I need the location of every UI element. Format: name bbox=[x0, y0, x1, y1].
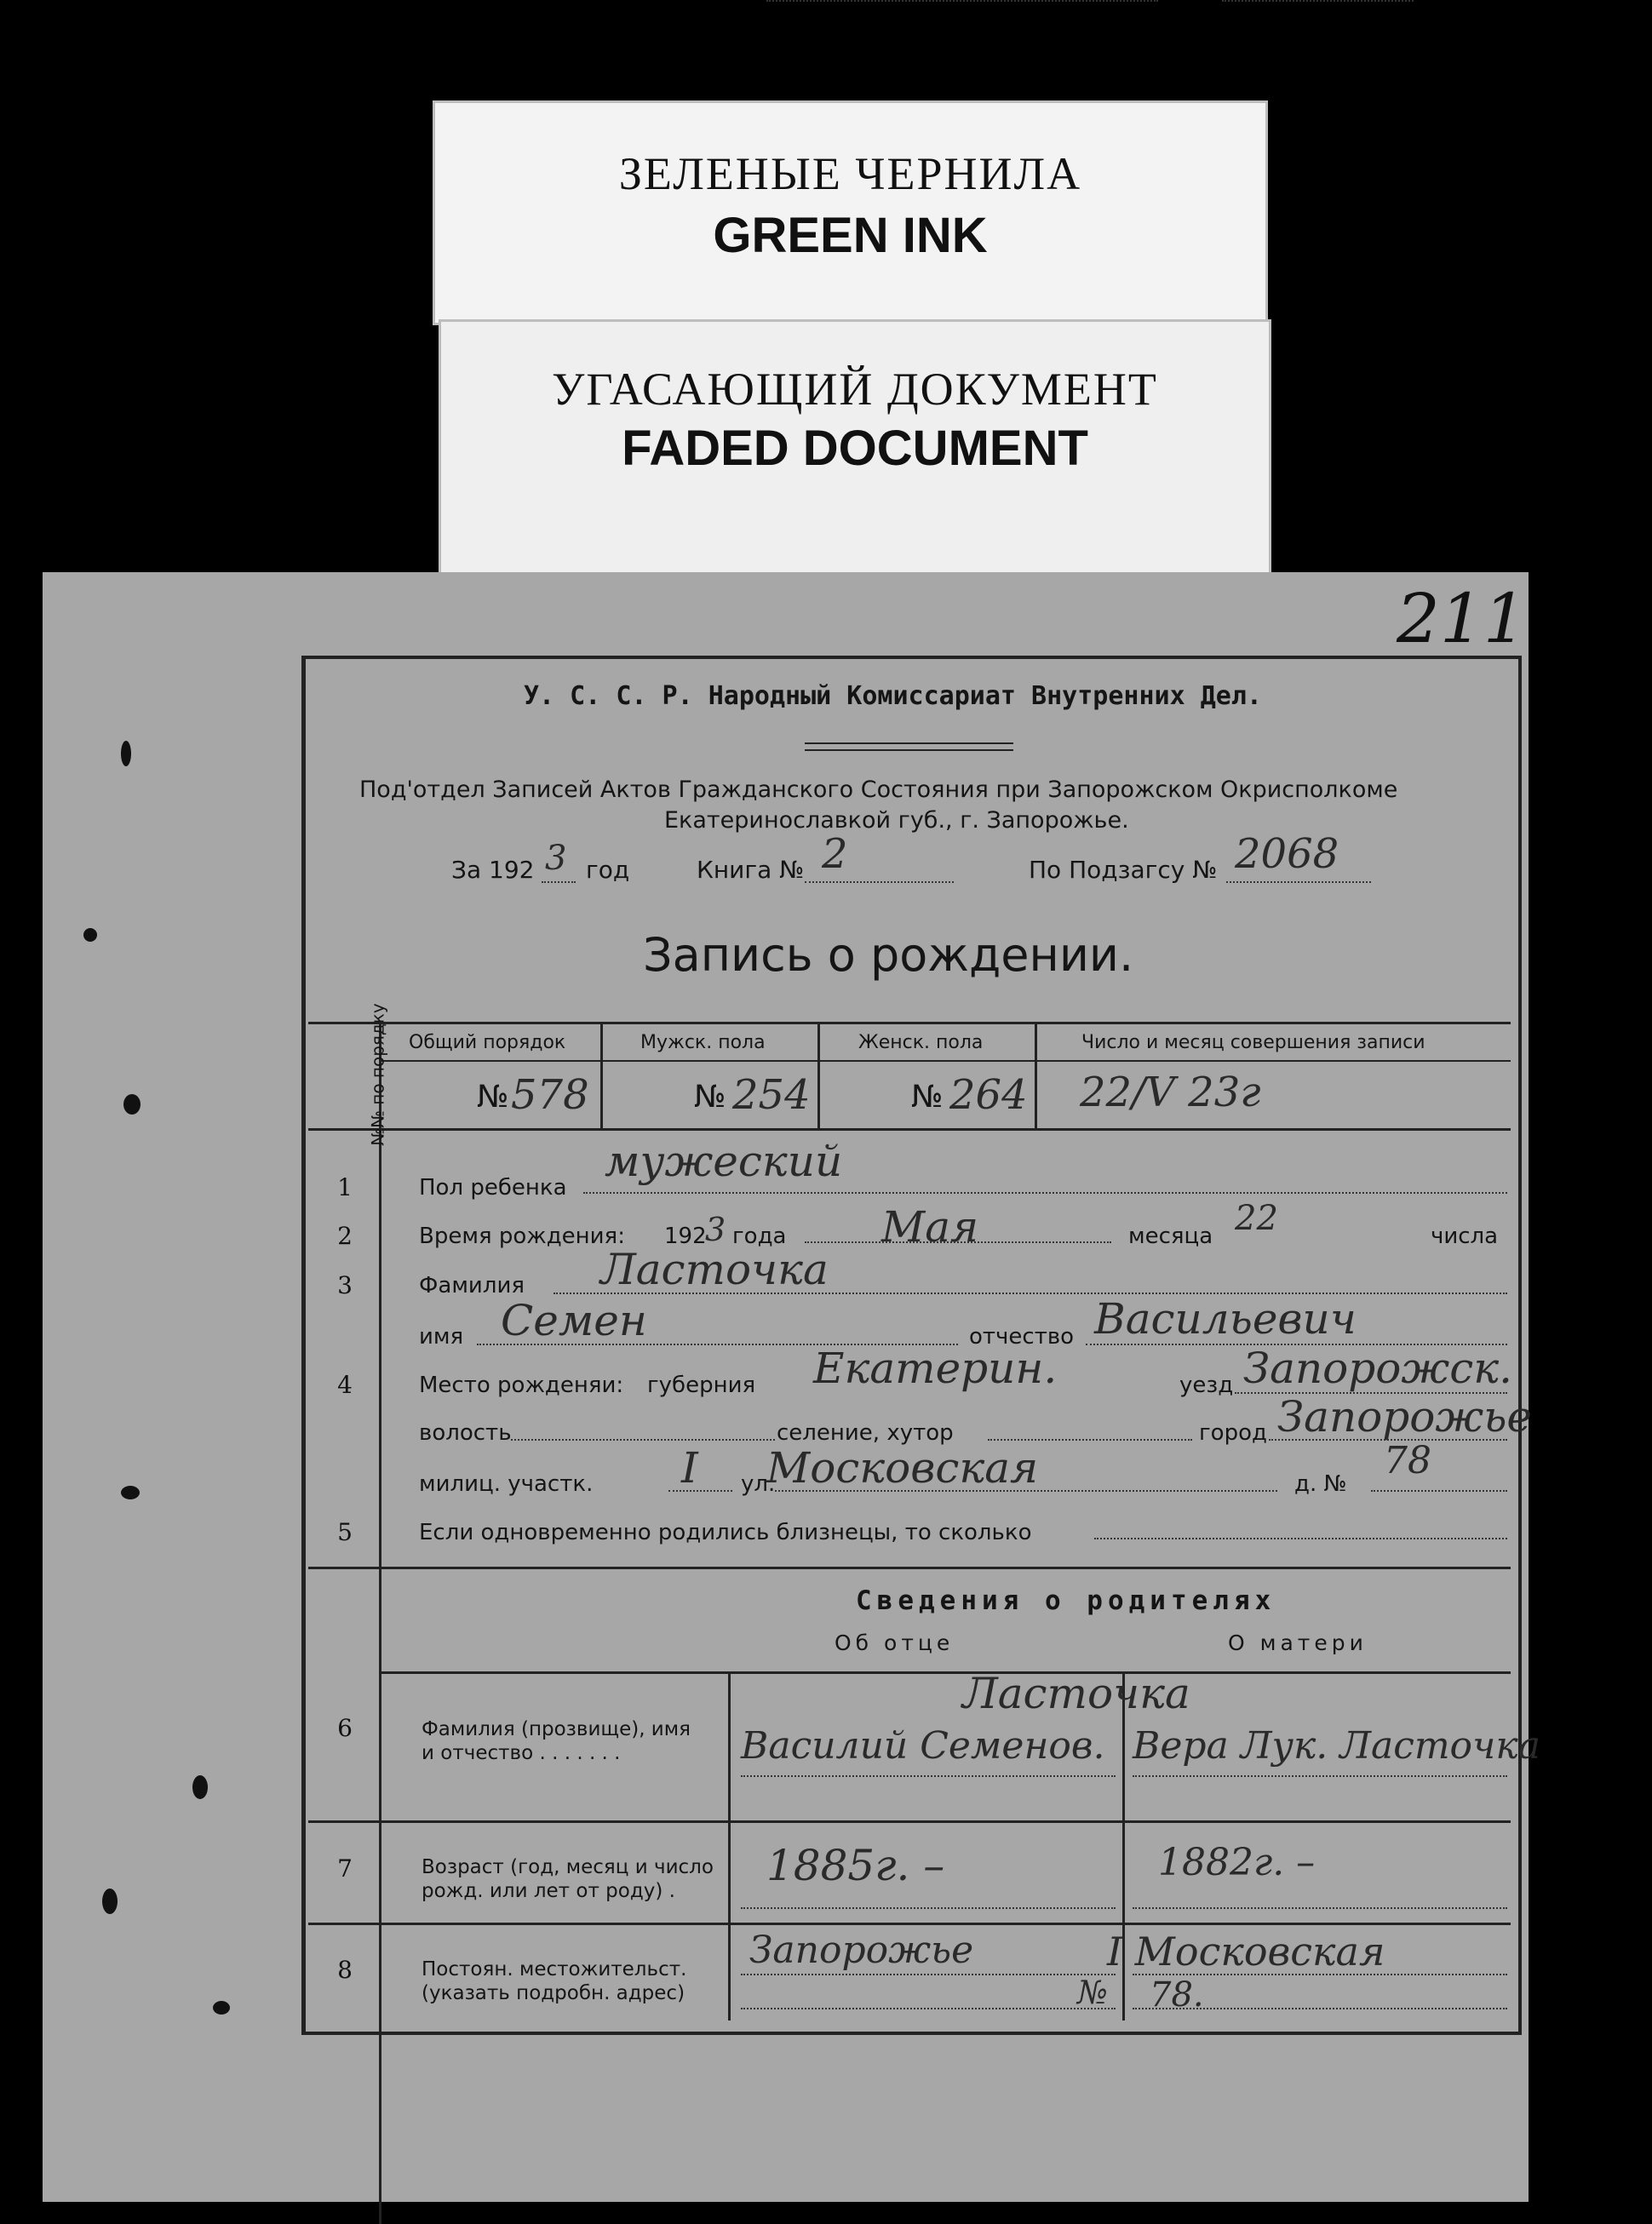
index-column-header: №№ по порядку bbox=[367, 1003, 388, 1146]
street-label: ул. bbox=[741, 1471, 776, 1497]
city-value: Запорожье bbox=[1277, 1392, 1533, 1442]
subdept-line-1: Под'отдел Записей Актов Гражданского Состояния при Запорожском Окрисполкоме bbox=[359, 777, 1398, 803]
father-name: Василий Семенов. bbox=[741, 1724, 1105, 1768]
header-title: У. С. С. Р. Народный Комиссариат Внутренних Дел. bbox=[524, 681, 1262, 711]
sex-line bbox=[583, 1192, 1507, 1194]
row-number: 1 bbox=[337, 1173, 353, 1201]
father-column-header: Об отце bbox=[835, 1631, 955, 1655]
month-line bbox=[805, 1241, 1111, 1243]
page-number: 211 bbox=[1397, 579, 1527, 658]
patronymic-label: отчество bbox=[969, 1324, 1075, 1350]
mother-name: Вера Лук. Ласточка bbox=[1133, 1724, 1540, 1768]
header-underline bbox=[805, 749, 1013, 751]
target-card-ru-text: УГАСАЮЩИЙ ДОКУМЕНТ bbox=[552, 364, 1158, 415]
day-line bbox=[1222, 0, 1414, 2]
parents-name-label: Фамилия (прозвище), имя bbox=[422, 1718, 691, 1740]
target-card-en-text: FADED DOCUMENT bbox=[622, 421, 1088, 476]
column-header-date: Число и месяц совершения записи bbox=[1081, 1032, 1425, 1053]
column-divider bbox=[379, 1022, 381, 2224]
age-line bbox=[741, 1907, 1116, 1909]
book-label: Книга № bbox=[697, 856, 805, 884]
age-label: рожд. или лет от роду) . bbox=[422, 1880, 675, 1902]
gubernia-value: Екатерин. bbox=[813, 1344, 1058, 1393]
year-suffix: год bbox=[586, 856, 630, 884]
militia-value: I bbox=[681, 1443, 698, 1493]
residence-line bbox=[1133, 2008, 1507, 2009]
record-title: Запись о рождении. bbox=[643, 928, 1134, 982]
birth-time-label: Время рождения: bbox=[419, 1224, 625, 1249]
residence-line bbox=[1133, 1974, 1507, 1975]
age-label: Возраст (год, месяц и число bbox=[422, 1856, 714, 1878]
gubernia-line bbox=[766, 0, 1158, 2]
parents-row-line bbox=[308, 1820, 1511, 1823]
punch-hole bbox=[83, 928, 97, 942]
punch-hole bbox=[102, 1889, 118, 1914]
punch-hole bbox=[213, 2001, 230, 2015]
punch-hole bbox=[121, 741, 131, 766]
name-value: Семен bbox=[501, 1296, 647, 1345]
volost-line bbox=[511, 1439, 775, 1441]
residence-line bbox=[741, 1974, 1116, 1975]
village-label: селение, хутор bbox=[777, 1420, 954, 1446]
target-card-faded-document bbox=[439, 319, 1271, 576]
residence-no-sign: № bbox=[1077, 1974, 1108, 2011]
sex-label: Пол ребенка bbox=[419, 1175, 567, 1201]
general-no-sign: № bbox=[477, 1080, 509, 1115]
street-line bbox=[775, 1490, 1277, 1492]
parents-column-divider bbox=[728, 1671, 731, 2021]
residence-line bbox=[741, 2008, 1116, 2009]
militia-label: милиц. участк. bbox=[419, 1471, 594, 1497]
birth-year-prefix: 192 bbox=[664, 1224, 707, 1249]
year-value: 3 bbox=[545, 839, 567, 878]
row-number: 3 bbox=[337, 1271, 353, 1299]
column-header-female: Женск. пола bbox=[858, 1032, 984, 1053]
patronymic-value: Васильевич bbox=[1094, 1294, 1357, 1344]
book-line bbox=[805, 881, 954, 883]
row-number: 7 bbox=[337, 1854, 353, 1883]
column-header-general: Общий порядок bbox=[409, 1032, 566, 1053]
house-label: д. № bbox=[1294, 1471, 1347, 1497]
column-divider bbox=[817, 1022, 820, 1128]
parents-surname: Ласточка bbox=[962, 1669, 1190, 1718]
surname-label: Фамилия bbox=[419, 1273, 525, 1298]
father-residence: Запорожье bbox=[749, 1929, 974, 1972]
table-header-line bbox=[381, 1060, 1511, 1062]
row-number: 4 bbox=[337, 1371, 353, 1399]
residence-house: 78. bbox=[1150, 1975, 1204, 2015]
target-card-ru-text: ЗЕЛЕНЫЕ ЧЕРНИЛА bbox=[618, 148, 1082, 199]
street-value: Московская bbox=[766, 1443, 1039, 1493]
row-number: 2 bbox=[337, 1222, 353, 1250]
militia-line bbox=[668, 1490, 732, 1492]
year-label: За 192 bbox=[451, 856, 535, 884]
record-date: 22/V 23г bbox=[1080, 1069, 1261, 1116]
female-no-sign: № bbox=[911, 1080, 944, 1115]
sex-value: мужеский bbox=[605, 1137, 843, 1186]
column-header-male: Мужск. пола bbox=[640, 1032, 766, 1053]
row-number: 5 bbox=[337, 1518, 353, 1546]
parents-section-title: Сведения о родителях bbox=[856, 1585, 1276, 1616]
gubernia-label: губерния bbox=[647, 1373, 756, 1398]
age-line bbox=[1133, 1907, 1507, 1909]
birth-month: Мая bbox=[881, 1202, 979, 1252]
parents-name-label: и отчество . . . . . . . bbox=[422, 1742, 621, 1764]
target-card-en-text: GREEN INK bbox=[713, 208, 988, 263]
section-divider bbox=[308, 1567, 1511, 1569]
column-divider bbox=[600, 1022, 603, 1128]
row-number: 8 bbox=[337, 1956, 353, 1984]
house-value: 78 bbox=[1384, 1439, 1431, 1482]
mother-age: 1882г. – bbox=[1158, 1841, 1316, 1884]
uezd-label: уезд bbox=[1179, 1373, 1234, 1398]
subdept-line-2: Екатеринославкой губ., г. Запорожье. bbox=[664, 807, 1129, 834]
residence-label: (указать подробн. адрес) bbox=[422, 1982, 685, 2004]
punch-hole bbox=[192, 1775, 208, 1799]
uezd-value: Запорожск. bbox=[1243, 1344, 1512, 1393]
name-label: имя bbox=[419, 1324, 464, 1350]
table-top-line bbox=[308, 1022, 1511, 1024]
subzags-label: По Подзагсу № bbox=[1029, 856, 1218, 884]
birth-year-value: 3 bbox=[705, 1211, 726, 1248]
surname-value: Ласточка bbox=[600, 1245, 829, 1294]
twins-line bbox=[1094, 1538, 1507, 1539]
city-label: город bbox=[1199, 1420, 1267, 1446]
male-no-sign: № bbox=[694, 1080, 726, 1115]
month-word: месяца bbox=[1128, 1224, 1213, 1249]
day-word: числа bbox=[1431, 1224, 1499, 1249]
row-number: 6 bbox=[337, 1714, 353, 1742]
punch-hole bbox=[121, 1486, 140, 1499]
house-line bbox=[1371, 1490, 1507, 1492]
book-number: 2 bbox=[822, 830, 848, 878]
column-divider bbox=[1035, 1022, 1037, 1128]
birthplace-label: Место рожденяи: bbox=[419, 1373, 624, 1398]
mother-column-header: О матери bbox=[1228, 1631, 1368, 1655]
surname-line bbox=[554, 1293, 1507, 1294]
volost-label: волость bbox=[419, 1420, 512, 1446]
male-number: 254 bbox=[732, 1071, 811, 1119]
village-line bbox=[988, 1439, 1192, 1441]
father-age: 1885г. – bbox=[766, 1841, 945, 1890]
parents-name-line bbox=[1133, 1775, 1507, 1777]
punch-hole bbox=[123, 1094, 141, 1115]
residence-label: Постоян. местожительст. bbox=[422, 1958, 687, 1980]
parents-row-line bbox=[308, 1923, 1511, 1925]
year-line bbox=[542, 881, 576, 883]
year-word: года bbox=[732, 1224, 787, 1249]
parents-name-line bbox=[741, 1775, 1116, 1777]
parents-header-line bbox=[381, 1671, 1511, 1674]
subzags-number: 2068 bbox=[1235, 830, 1339, 878]
header-underline bbox=[805, 742, 1013, 744]
birth-day: 22 bbox=[1235, 1199, 1278, 1238]
female-number: 264 bbox=[949, 1071, 1028, 1119]
target-card-green-ink bbox=[433, 100, 1268, 325]
mother-residence: I Московская bbox=[1107, 1929, 1385, 1975]
twins-label: Если одновременно родились близнецы, то сколько bbox=[419, 1520, 1032, 1545]
table-row-line bbox=[308, 1128, 1511, 1131]
subzags-line bbox=[1226, 881, 1371, 883]
general-number: 578 bbox=[511, 1071, 589, 1119]
